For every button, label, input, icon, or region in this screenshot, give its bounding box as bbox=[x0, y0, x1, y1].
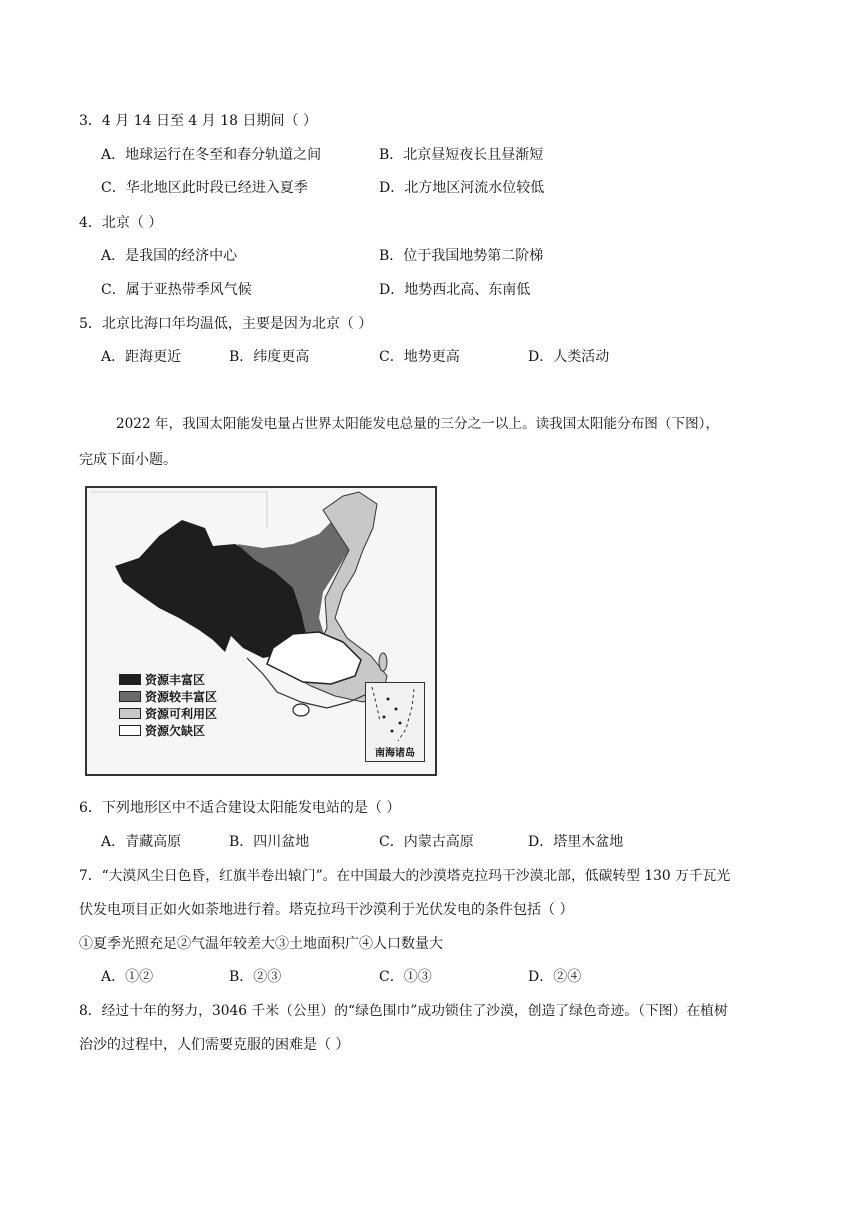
legend-swatch-usable bbox=[119, 708, 141, 719]
legend-swatch-rich bbox=[119, 674, 141, 685]
legend-item-richer bbox=[119, 688, 217, 705]
legend-item-usable bbox=[119, 705, 217, 722]
question-7-line-1: 7．“大漠风尘日色昏，红旗半卷出辕门”。在中国最大的沙漠塔克拉玛干沙漠北部，低碳转型 130 万千瓦光 bbox=[79, 868, 731, 884]
question-8-line-1: 8．经过十年的努力，3046 千米（公里）的“绿色围巾”成功锁住了沙漠，创造了绿色奇迹。（下图）在植树 bbox=[79, 1003, 728, 1019]
legend-item-deficient bbox=[119, 722, 217, 739]
passage-line-1: 2022 年，我国太阳能发电量占世界太阳能发电总量的三分之一以上。读我国太阳能分布图（下图）， bbox=[116, 416, 720, 432]
legend-item-rich bbox=[119, 671, 217, 688]
map-legend bbox=[119, 671, 217, 739]
legend-label-deficient: 资源欠缺区 bbox=[145, 724, 206, 738]
legend-swatch-richer bbox=[119, 691, 141, 702]
question-5-stem: 5．北京比海口年均温低，主要是因为北京（ ） bbox=[79, 316, 373, 332]
passage-line-2: 完成下面小题。 bbox=[79, 452, 177, 468]
question-4-stem: 4．北京（ ） bbox=[79, 215, 163, 231]
q4-option-d: D．地势西北高、东南低 bbox=[379, 282, 531, 298]
solar-resource-map bbox=[85, 486, 437, 776]
q4-option-b: B．位于我国地势第二阶梯 bbox=[379, 248, 544, 264]
q3-option-a: A．地球运行在冬至和春分轨道之间 bbox=[101, 147, 322, 163]
question-7-line-3: ①夏季光照充足②气温年较差大③土地面积广④人口数量大 bbox=[79, 936, 443, 952]
inset-label: 南海诸岛 bbox=[375, 748, 415, 759]
q4-option-a: A．是我国的经济中心 bbox=[101, 248, 238, 264]
legend-swatch-deficient bbox=[119, 725, 141, 736]
q6-option-d: D．塔里木盆地 bbox=[528, 834, 624, 850]
question-6-stem: 6．下列地形区中不适合建设太阳能发电站的是（ ） bbox=[79, 800, 401, 816]
q3-option-c: C．华北地区此时段已经进入夏季 bbox=[101, 180, 308, 196]
q7-option-c: C．①③ bbox=[379, 969, 432, 985]
q5-option-c: C．地势更高 bbox=[379, 349, 460, 365]
south-china-sea-inset bbox=[365, 682, 425, 762]
q7-option-d: D．②④ bbox=[528, 969, 582, 985]
q4-option-c: C．属于亚热带季风气候 bbox=[101, 282, 252, 298]
q3-option-b: B．北京昼短夜长且昼渐短 bbox=[379, 147, 544, 163]
q6-option-b: B．四川盆地 bbox=[229, 834, 310, 850]
q3-option-d: D．北方地区河流水位较低 bbox=[379, 180, 545, 196]
question-3-stem: 3．4 月 14 日至 4 月 18 日期间（ ） bbox=[79, 113, 317, 129]
q6-option-a: A．青藏高原 bbox=[101, 834, 182, 850]
legend-label-usable: 资源可利用区 bbox=[145, 707, 218, 721]
q7-option-b: B．②③ bbox=[229, 969, 282, 985]
q5-option-d: D．人类活动 bbox=[528, 349, 610, 365]
legend-label-richer: 资源较丰富区 bbox=[145, 690, 218, 704]
q6-option-c: C．内蒙古高原 bbox=[379, 834, 474, 850]
legend-label-rich: 资源丰富区 bbox=[145, 673, 206, 687]
question-8-line-2: 治沙的过程中，人们需要克服的困难是（ ） bbox=[79, 1037, 350, 1053]
q5-option-b: B．纬度更高 bbox=[229, 349, 310, 365]
q5-option-a: A．距海更近 bbox=[101, 349, 182, 365]
question-7-line-2: 伏发电项目正如火如荼地进行着。塔克拉玛干沙漠利于光伏发电的条件包括（ ） bbox=[79, 902, 574, 918]
q7-option-a: A．①② bbox=[101, 969, 154, 985]
inset-islands-graphic bbox=[366, 683, 423, 749]
